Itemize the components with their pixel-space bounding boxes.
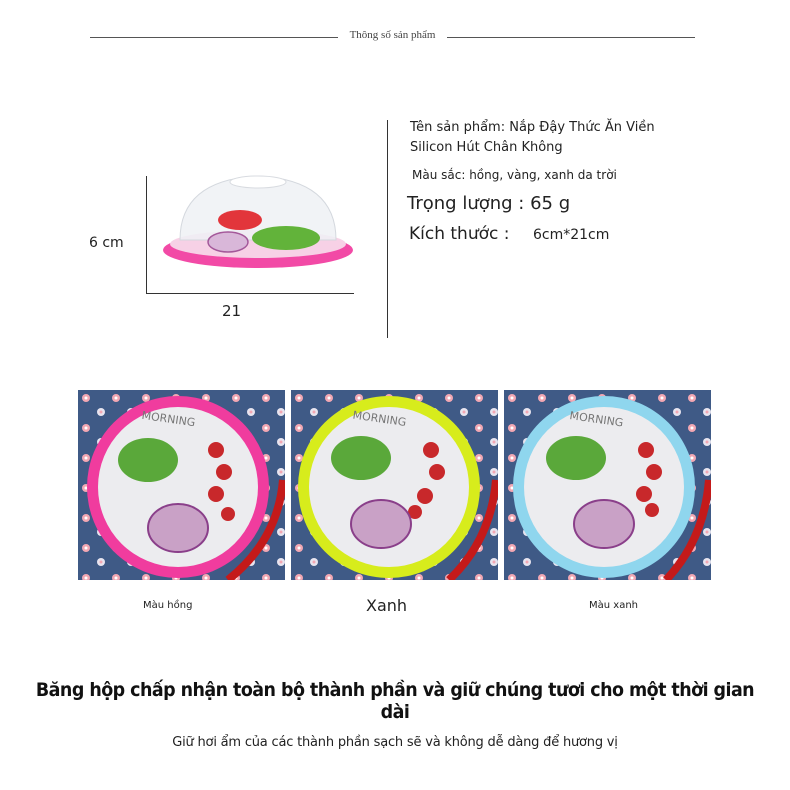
lid-product-image [150, 168, 365, 278]
height-axis [146, 176, 147, 294]
width-label: 21 [222, 302, 242, 320]
header-rule-right [447, 37, 695, 38]
section-title: Thông số sản phẩm [349, 29, 436, 41]
spec-divider [387, 120, 388, 338]
photo-pink [78, 390, 285, 580]
green-pepper [118, 438, 178, 482]
green-pepper [331, 436, 391, 480]
caption-pink: Màu hồng [143, 600, 193, 611]
product-colors: Màu sắc: hồng, vàng, xanh da trời [412, 168, 617, 182]
onion [574, 500, 634, 548]
photo-blue [504, 390, 711, 580]
caption-blue: Màu xanh [589, 600, 638, 611]
caption-yellow: Xanh [366, 596, 408, 615]
height-label: 6 cm [89, 235, 124, 251]
svg-text:MORNING: MORNING [140, 408, 197, 430]
green-pepper [546, 436, 606, 480]
onion [351, 500, 411, 548]
onion [208, 232, 248, 252]
green-pepper [252, 226, 320, 250]
product-name-line2: Silicon Hút Chân Không [410, 140, 563, 155]
headline: Băng hộp chấp nhận toàn bộ thành phần và giữ chúng tươi cho một thời gian dài [35, 679, 755, 723]
product-size-value: 6cm*21cm [533, 227, 610, 243]
photo-yellow [291, 390, 498, 580]
subline: Giữ hơi ẩm của các thành phần sạch sẽ và không dễ dàng để hương vị [172, 735, 618, 750]
svg-text:MORNING: MORNING [351, 408, 408, 429]
product-weight: Trọng lượng : 65 g [407, 193, 571, 214]
product-name-line1: Tên sản phẩm: Nắp Đậy Thức Ăn Viền [410, 120, 655, 135]
width-axis [146, 293, 354, 294]
onion [148, 504, 208, 552]
dome-handle [230, 176, 286, 188]
tomato-slices [218, 210, 262, 230]
product-size-label: Kích thước : [409, 224, 510, 244]
svg-text:MORNING: MORNING [568, 409, 625, 430]
header-rule-left [90, 37, 338, 38]
